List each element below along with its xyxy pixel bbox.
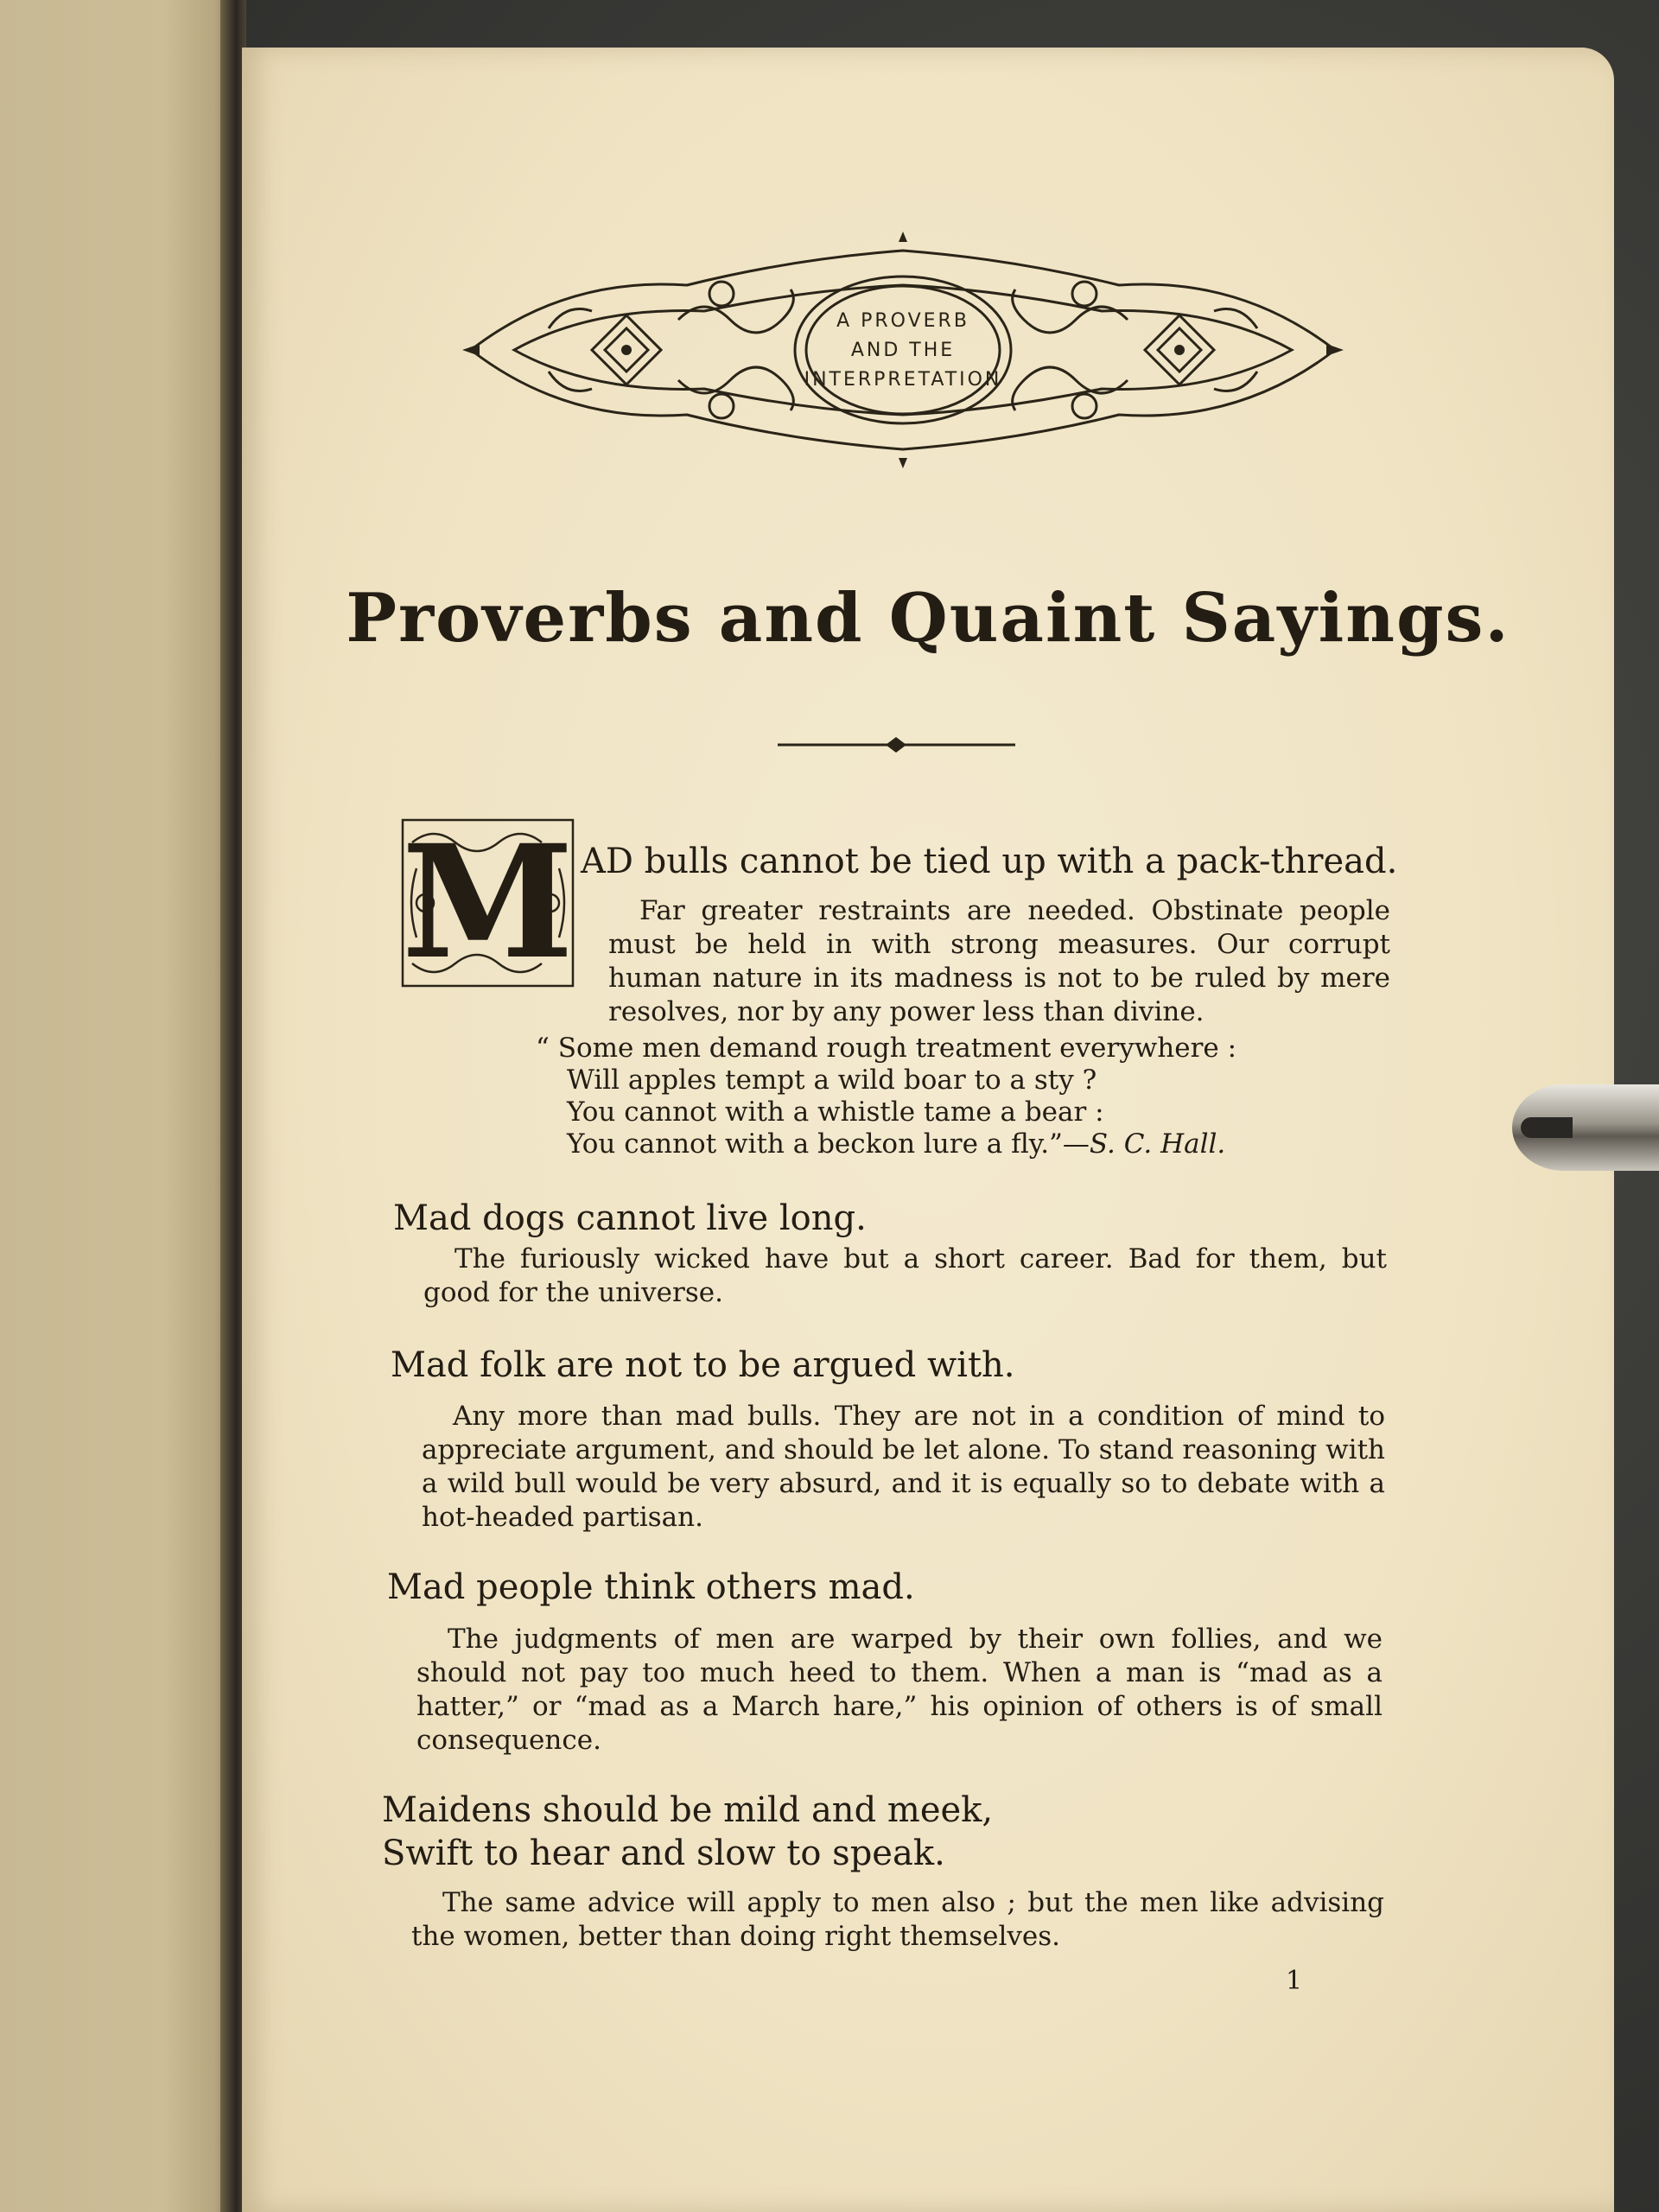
explanation-text: Any more than mad bulls. They are not in a condition of mind to appreciate argument, and should be let alone. To stand reasoning with a wild bull would be very absurd, and it is equally so to debate with a hot-headed partisan.	[422, 1401, 1385, 1533]
proverb-explanation	[411, 1886, 1384, 1954]
proverb-heading: Mad dogs cannot live long.	[393, 1198, 867, 1238]
proverb-heading	[382, 1789, 1376, 1875]
quote-line: Will apples tempt a wild boar to a sty ?	[567, 1065, 1097, 1096]
left-page-edge	[0, 0, 233, 2212]
pen-tip-icon	[1512, 1084, 1659, 1171]
proverb-line: Maidens should be mild and meek,	[382, 1790, 994, 1830]
explanation-text: The judgments of men are warped by their own follies, and we should not pay too much heed to them. When a man is “mad as a hatter,” or “mad as a March hare,” his opinion of others is of small consequence.	[416, 1624, 1382, 1756]
quote-line: You cannot with a whistle tame a bear :	[567, 1096, 1104, 1128]
proverb-explanation	[422, 1400, 1385, 1535]
proverb-explanation	[416, 1623, 1382, 1758]
quote-line: “ Some men demand rough treatment everywhere :	[536, 1033, 1237, 1064]
explanation-text: The furiously wicked have but a short career. Bad for them, but good for the universe.	[423, 1243, 1387, 1308]
page-number: 1	[1286, 1966, 1303, 1996]
proverb-line: Swift to hear and slow to speak.	[382, 1834, 945, 1873]
quote-author: S. C. Hall.	[1089, 1128, 1226, 1160]
proverb-heading: Mad folk are not to be argued with.	[391, 1345, 1015, 1385]
quote-line: You cannot with a beckon lure a fly.”—	[567, 1128, 1090, 1160]
ornament-label	[804, 307, 1002, 395]
page-title: Proverbs and Quaint Sayings.	[346, 579, 1510, 658]
ornament-label-line: AND THE	[850, 340, 956, 361]
title-divider-icon	[778, 733, 1015, 757]
verse-quote	[536, 1033, 1365, 1160]
explanation-text: The same advice will apply to men also ; but the men like advising the women, better than doing right themselves.	[411, 1887, 1384, 1952]
ornament-label-line: A PROVERB	[836, 310, 969, 332]
dropcap-ornament	[399, 811, 576, 994]
dropcap-letter: M	[401, 811, 575, 994]
proverb-heading: Mad people think others mad.	[387, 1567, 915, 1607]
proverb-explanation	[608, 894, 1390, 1029]
ornamental-header	[462, 225, 1344, 475]
explanation-text: Far greater restraints are needed. Obstinate people must be held in with strong measures. Our corrupt human nature in its madness is not to be ruled by mere resolves, nor by any power less than divine.	[608, 895, 1390, 1027]
proverb-explanation	[423, 1243, 1387, 1310]
ornament-label-line: INTERPRETATION	[804, 369, 1002, 391]
proverb-heading: AD bulls cannot be tied up with a pack-thread.	[581, 842, 1398, 881]
